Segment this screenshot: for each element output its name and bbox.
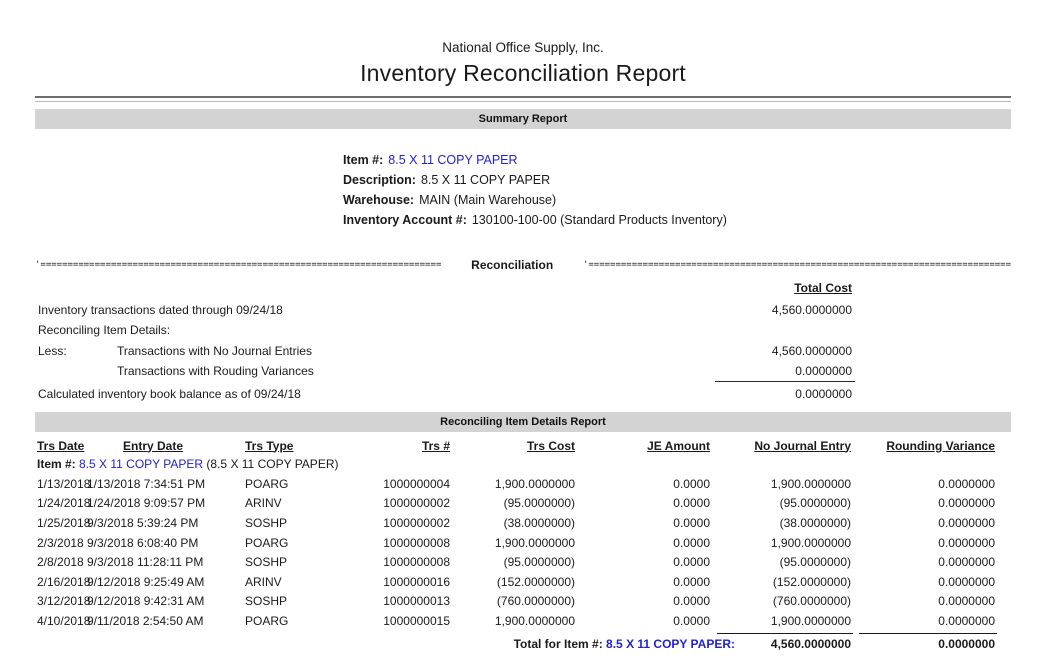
total-no-journal-value: 4,560.0000000: [770, 636, 851, 651]
recon-row-value: 4,560.0000000: [771, 343, 852, 358]
table-cell: 0.0000: [673, 574, 710, 589]
description-value: 8.5 X 11 COPY PAPER: [420, 173, 551, 187]
table-cell: ARINV: [245, 496, 282, 511]
table-cell: (95.0000000): [779, 555, 851, 570]
table-cell: POARG: [245, 476, 289, 491]
table-row: [37, 474, 1009, 494]
table-cell: 1/24/2018: [37, 496, 91, 511]
table-cell: 0.0000000: [938, 555, 995, 570]
table-cell: SOSHP: [245, 515, 288, 530]
table-cell: POARG: [245, 613, 289, 628]
table-cell: 4/10/2018: [37, 613, 91, 628]
table-cell: SOSHP: [245, 555, 288, 570]
table-cell: 1000000008: [383, 555, 450, 570]
table-row: [37, 494, 1009, 514]
recon-row-rounding-variances: [37, 361, 1009, 382]
item-number-label: Item #:: [343, 153, 384, 167]
table-cell: 1000000002: [383, 515, 450, 530]
table-cell: (760.0000000): [772, 594, 851, 609]
table-cell: (152.0000000): [772, 574, 851, 589]
divider-equals-right: '==============================================================================: [582, 260, 1011, 270]
column-header-rounding-variance: Rounding Variance: [886, 438, 995, 453]
table-cell: 1,900.0000000: [494, 535, 575, 550]
table-cell: 0.0000000: [938, 574, 995, 589]
table-row: [37, 533, 1009, 553]
table-cell: (38.0000000): [779, 515, 851, 530]
table-cell: 0.0000: [673, 613, 710, 628]
details-table-header-row: [37, 437, 1009, 454]
table-row: [37, 592, 1009, 612]
reconciliation-summary-table: [37, 279, 1009, 405]
summary-section-header: Summary Report: [35, 109, 1011, 129]
table-cell: 1000000016: [383, 574, 450, 589]
table-cell: 1,900.0000000: [494, 476, 575, 491]
reconciliation-divider: [35, 257, 1011, 273]
table-cell: (38.0000000): [503, 515, 575, 530]
details-rows: [37, 474, 1009, 631]
item-description-suffix: (8.5 X 11 COPY PAPER): [203, 457, 339, 471]
recon-row-label: Transactions with No Journal Entries: [117, 343, 312, 358]
table-cell: 1/24/2018 9:09:57 PM: [87, 496, 206, 511]
table-cell: SOSHP: [245, 594, 288, 609]
total-cost-column-header: Total Cost: [794, 281, 852, 295]
table-cell: 0.0000: [673, 496, 710, 511]
table-cell: 9/12/2018 9:25:49 AM: [87, 574, 205, 589]
table-cell: 0.0000: [673, 535, 710, 550]
table-cell: 0.0000000: [938, 515, 995, 530]
total-rule-rounding: [859, 633, 997, 634]
table-cell: 1000000008: [383, 535, 450, 550]
table-cell: 9/11/2018 2:54:50 AM: [87, 613, 204, 628]
table-cell: (95.0000000): [779, 496, 851, 511]
table-row: [37, 513, 1009, 533]
table-cell: 0.0000: [673, 594, 710, 609]
table-cell: 1/13/2018 7:34:51 PM: [87, 476, 206, 491]
table-cell: 9/3/2018 5:39:24 PM: [87, 515, 199, 530]
table-cell: 0.0000000: [938, 535, 995, 550]
recon-row-no-journal-entries: [37, 341, 1009, 362]
recon-row-label: Reconciling Item Details:: [38, 323, 171, 337]
table-cell: 2/16/2018: [37, 574, 91, 589]
column-header-no-journal-entry: No Journal Entry: [754, 438, 851, 453]
divider-equals-left: '==========================================================================: [35, 260, 442, 270]
table-cell: 3/12/2018: [37, 594, 91, 609]
table-cell: 0.0000000: [938, 613, 995, 628]
table-cell: POARG: [245, 535, 289, 550]
table-cell: (760.0000000): [496, 594, 575, 609]
recon-row-value: 0.0000000: [795, 386, 852, 401]
total-cost-header-row: [37, 279, 1009, 300]
recon-row-item-details: [37, 320, 1009, 341]
warehouse-label: Warehouse:: [343, 193, 415, 207]
column-header-trs-cost: Trs Cost: [526, 438, 575, 453]
summary-field-item-number: [343, 150, 1046, 170]
summary-fields: [343, 150, 1046, 230]
details-item-line: [37, 454, 1009, 474]
summary-field-warehouse: [343, 190, 1046, 210]
column-header-entry-date: Entry Date: [123, 438, 184, 453]
table-cell: 9/12/2018 9:42:31 AM: [87, 594, 205, 609]
table-cell: 0.0000000: [938, 594, 995, 609]
table-cell: 1,900.0000000: [770, 535, 851, 550]
details-table: [37, 437, 1009, 631]
column-header-je-amount: JE Amount: [647, 438, 710, 453]
recon-row-label: Inventory transactions dated through 09/24/18: [38, 302, 283, 317]
table-cell: 1000000015: [383, 613, 450, 628]
item-number-label: Item #:: [37, 457, 76, 471]
table-cell: (95.0000000): [503, 555, 575, 570]
table-cell: 9/3/2018 6:08:40 PM: [87, 535, 199, 550]
warehouse-value: MAIN (Main Warehouse): [419, 193, 557, 207]
table-cell: 1,900.0000000: [770, 613, 851, 628]
title-divider: [35, 96, 1011, 102]
table-row: [37, 552, 1009, 572]
less-label: Less:: [38, 343, 67, 358]
divider-line-dark: [35, 96, 1011, 98]
table-cell: 0.0000000: [938, 476, 995, 491]
total-item-link[interactable]: 8.5 X 11 COPY PAPER:: [606, 636, 735, 651]
table-cell: 1/25/2018: [37, 515, 91, 530]
recon-row-label: Calculated inventory book balance as of 09/24/18: [38, 386, 301, 401]
inventory-account-label: Inventory Account #:: [343, 213, 467, 227]
details-section-header: Reconciling Item Details Report: [35, 412, 1011, 432]
inventory-reconciliation-report: [0, 40, 1046, 657]
table-cell: 0.0000: [673, 515, 710, 530]
table-cell: 1,900.0000000: [770, 476, 851, 491]
recon-row-label: Transactions with Rouding Variances: [117, 364, 314, 378]
column-header-trs-type: Trs Type: [245, 438, 294, 453]
table-cell: 2/8/2018: [37, 555, 84, 570]
divider-line-light: [35, 101, 1011, 102]
table-row: [37, 611, 1009, 631]
recon-row-value: 4,560.0000000: [771, 302, 852, 317]
table-row: [37, 572, 1009, 592]
recon-row-value: 0.0000000: [795, 364, 852, 378]
table-cell: 1/13/2018: [37, 476, 91, 491]
total-rule-no-journal: [717, 633, 853, 634]
summary-field-inventory-account: [343, 210, 1046, 230]
column-header-trs-date: Trs Date: [37, 438, 85, 453]
table-cell: 0.0000000: [938, 496, 995, 511]
table-cell: 1000000013: [383, 594, 450, 609]
description-label: Description:: [343, 173, 416, 187]
table-cell: 0.0000: [673, 555, 710, 570]
total-label: [37, 637, 735, 651]
table-cell: 9/3/2018 11:28:11 PM: [87, 555, 204, 570]
table-cell: 1000000004: [383, 476, 450, 491]
subtotal-rule: [715, 381, 855, 382]
recon-row-transactions-dated: [37, 300, 1009, 321]
column-header-trs-number: Trs #: [421, 438, 450, 453]
page-title: Inventory Reconciliation Report: [360, 60, 686, 86]
item-number-link[interactable]: 8.5 X 11 COPY PAPER: [79, 457, 204, 471]
recon-row-book-balance: [37, 384, 1009, 405]
table-cell: (152.0000000): [496, 574, 575, 589]
table-cell: (95.0000000): [503, 496, 575, 511]
table-cell: 1,900.0000000: [494, 613, 575, 628]
table-cell: 1000000002: [383, 496, 450, 511]
table-cell: 2/3/2018: [37, 535, 84, 550]
table-cell: ARINV: [245, 574, 282, 589]
summary-field-description: [343, 170, 1046, 190]
company-name: National Office Supply, Inc.: [442, 40, 604, 55]
table-cell: 0.0000: [673, 476, 710, 491]
reconciliation-divider-label: Reconciliation: [471, 258, 554, 272]
details-totals-row: [37, 633, 1009, 657]
item-number-link[interactable]: 8.5 X 11 COPY PAPER: [388, 153, 518, 167]
inventory-account-value: 130100-100-00 (Standard Products Inventory): [471, 213, 727, 227]
total-rounding-value: 0.0000000: [938, 636, 995, 651]
total-for-item-label: Total for Item #:: [513, 636, 603, 651]
